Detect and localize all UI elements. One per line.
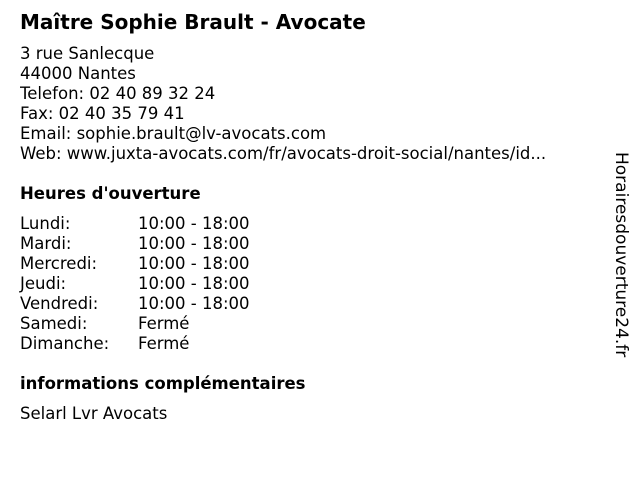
address-city: 44000 Nantes <box>20 64 136 83</box>
info-heading: informations complémentaires <box>20 374 306 393</box>
page-title: Maître Sophie Brault - Avocate <box>20 10 366 34</box>
phone-number: Telefon: 02 40 89 32 24 <box>20 84 216 103</box>
day-label: Samedi: <box>20 314 88 333</box>
day-label: Mardi: <box>20 234 72 253</box>
day-label: Vendredi: <box>20 294 99 313</box>
hours-value: 10:00 - 18:00 <box>138 294 250 313</box>
address-street: 3 rue Sanlecque <box>20 44 155 63</box>
hours-row <box>20 294 250 314</box>
hours-value: Fermé <box>138 334 190 353</box>
website-url: Web: www.juxta-avocats.com/fr/avocats-droit-social/nantes/id... <box>20 144 547 163</box>
hours-row <box>20 254 250 274</box>
day-label: Dimanche: <box>20 334 110 353</box>
hours-value: 10:00 - 18:00 <box>138 214 250 233</box>
day-label: Mercredi: <box>20 254 98 273</box>
fax-number: Fax: 02 40 35 79 41 <box>20 104 185 123</box>
contact-block <box>20 44 595 164</box>
hours-value: 10:00 - 18:00 <box>138 234 250 253</box>
hours-value: 10:00 - 18:00 <box>138 254 250 273</box>
hours-row <box>20 234 250 254</box>
hours-value: 10:00 - 18:00 <box>138 274 250 293</box>
hours-row <box>20 274 250 294</box>
email-address: Email: sophie.brault@lv-avocats.com <box>20 124 327 143</box>
brand-watermark: Horairesdouverture24.fr <box>611 152 631 358</box>
day-label: Lundi: <box>20 214 71 233</box>
hours-heading: Heures d'ouverture <box>20 184 201 203</box>
day-label: Jeudi: <box>20 274 67 293</box>
info-text: Selarl Lvr Avocats <box>20 404 168 423</box>
hours-table <box>20 214 250 354</box>
hours-row <box>20 314 250 334</box>
hours-row <box>20 334 250 354</box>
hours-row <box>20 214 250 234</box>
hours-value: Fermé <box>138 314 190 333</box>
